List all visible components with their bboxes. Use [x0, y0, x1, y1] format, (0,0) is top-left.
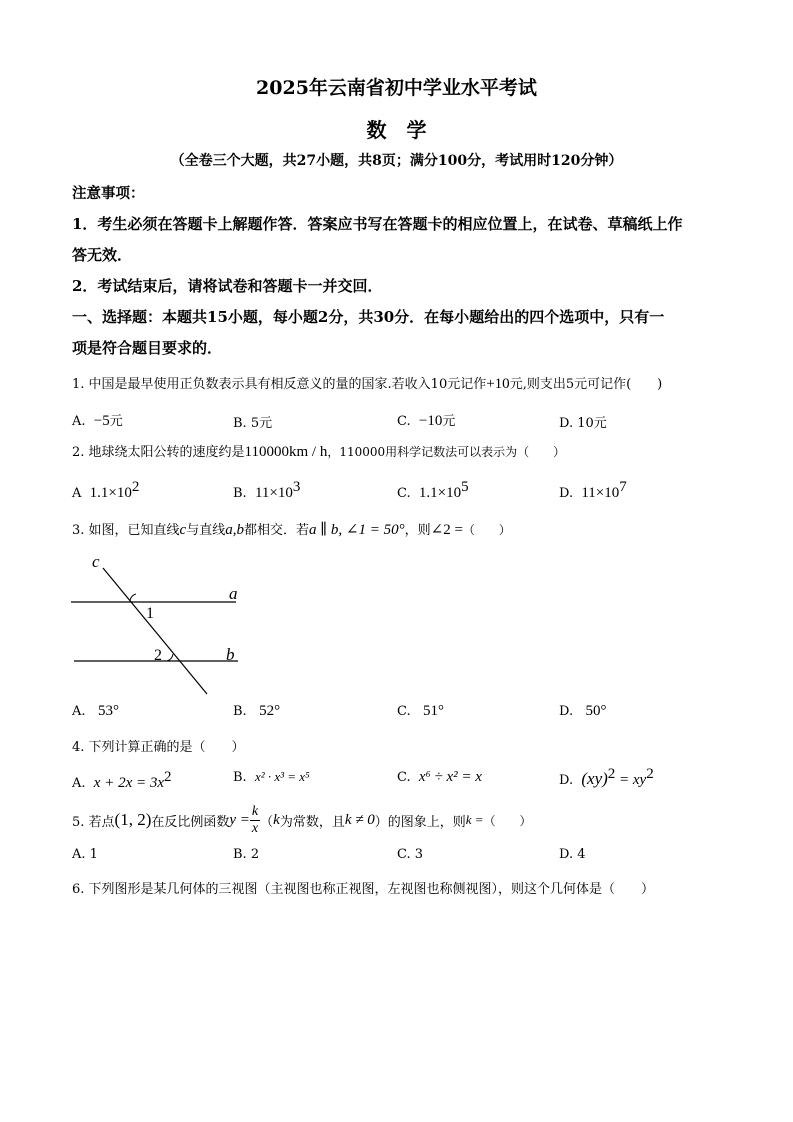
option-math: −5 [93, 413, 110, 429]
q5-point: (1, 2) [114, 810, 152, 829]
notes-item1-line1: 1．考生必须在答题卡上解题作答．答案应书写在答题卡的相应位置上，在试卷、草稿纸上作 [72, 215, 683, 233]
q4-option-b [233, 769, 310, 785]
angle-2-arc [167, 654, 173, 661]
question-3 [72, 519, 511, 539]
fraction-numerator: k [251, 803, 259, 819]
q5-fraction [250, 804, 260, 837]
q5-text-c: （ [260, 814, 274, 830]
notes-item1-line2: 答无效． [72, 246, 133, 264]
question-5 [72, 800, 532, 840]
option-label: D. [559, 773, 574, 788]
q3-condition: a ∥ b, ∠1 = 50° [309, 522, 405, 538]
subject-title: 数 学 [366, 118, 427, 142]
option-exponent: 5 [461, 479, 469, 495]
fraction-denominator: x [251, 820, 259, 836]
question-6: 6. 下列图形是某几何体的三视图（主视图也称正视图，左视图也称侧视图），则这个几何体是（ ） [72, 882, 655, 897]
q5-function-lhs: y = [229, 811, 250, 828]
notes-heading: 注意事项： [72, 185, 145, 202]
notes-item2: 2．考试结束后，请将试卷和答题卡一并交回． [72, 277, 383, 295]
q5-text-d: 为常数，且 [279, 814, 345, 830]
q3-text-c: 都相交．若 [243, 523, 309, 538]
q3-text-b: 与直线 [186, 523, 226, 538]
option-label: C. [397, 770, 411, 785]
q3-option-d [559, 703, 607, 720]
q3-line-c: c [179, 522, 187, 538]
q5-text-b: 在反比例函数 [151, 814, 230, 830]
q3-text-d: ，则 [404, 523, 431, 538]
option-exponent: 7 [619, 479, 627, 495]
option-value: 52° [259, 703, 281, 719]
q1-option-b: B. 5元 [233, 416, 273, 431]
q1-math: +10 [486, 376, 510, 392]
option-label: B. [233, 704, 247, 719]
q3-figure [66, 550, 256, 700]
line-c [103, 568, 207, 694]
label-angle-2: 2 [154, 647, 162, 664]
option-math: 1.1×10 [89, 485, 132, 501]
section1-line1: 一、选择题：本题共15小题，每小题2分，共30分．在每小题给出的四个选项中，只有一 [72, 308, 665, 326]
q2-text-b: ，110000用科学记数法可以表示为（ ） [327, 445, 566, 459]
option-label: A. [72, 704, 86, 719]
q1-text-b: 元,则支出5元可记作( ) [509, 377, 663, 392]
option-exponent: 2 [607, 766, 616, 782]
q3-option-b [233, 703, 280, 720]
q5-text-e: ）的图象上，则 [374, 814, 466, 830]
q2-math: 110000km / h [244, 444, 328, 460]
option-expression: x² · x³ = x⁵ [254, 769, 310, 784]
exam-info: （全卷三个大题，共27小题，共8页；满分100分，考试用时120分钟） [170, 153, 623, 169]
option-math: −10 [418, 413, 443, 429]
option-label: A [72, 486, 82, 501]
section1-line2: 项是符合题目要求的． [72, 339, 223, 357]
label-c: c [92, 552, 100, 571]
option-value: 53° [97, 703, 119, 719]
q5-option-b: B. 2 [233, 847, 260, 862]
q4-option-a [72, 769, 172, 792]
label-angle-1: 1 [146, 605, 154, 622]
option-unit: 元 [109, 414, 123, 429]
q1-option-d: D. 10元 [559, 416, 607, 431]
option-expression: x + 2x = 3x [93, 775, 165, 791]
q1-option-c [397, 410, 455, 430]
angle-1-arc [130, 594, 136, 602]
option-exponent: 3 [292, 479, 301, 495]
option-value: 50° [585, 703, 607, 719]
option-label: C. [397, 704, 411, 719]
q3-text-e: （ ） [462, 523, 511, 537]
option-label: B. [233, 486, 247, 501]
option-label: C. [397, 414, 411, 429]
option-exponent: 2 [131, 479, 140, 495]
q3-option-c [397, 703, 444, 720]
option-label: D. [559, 704, 574, 719]
q4-option-c [397, 769, 482, 786]
q2-option-b [233, 479, 300, 502]
option-unit: 元 [442, 414, 456, 429]
q4-option-d [559, 766, 654, 789]
q2-option-c [397, 479, 469, 502]
q5-option-a: A. 1 [72, 847, 98, 862]
q5-option-c: C. 3 [397, 847, 424, 862]
q5-ask: k = [465, 812, 484, 827]
q1-text-a: 1. 中国是最早使用正负数表示具有相反意义的量的国家.若收入10元记作 [72, 377, 487, 392]
q1-option-a [72, 410, 123, 430]
q3-ask: ∠2 = [430, 522, 463, 538]
option-label: B. [233, 770, 247, 785]
option-math: 11×10 [581, 485, 620, 501]
option-expression: = xy [615, 772, 647, 788]
option-math: 1.1×10 [418, 485, 462, 501]
option-exponent: 2 [646, 766, 654, 782]
q5-condition: k ≠ 0 [344, 811, 375, 828]
q5-text-f: （ ） [483, 813, 532, 828]
q2-option-a [72, 479, 139, 502]
option-label: C. [397, 486, 411, 501]
q2-text-a: 2. 地球绕太阳公转的速度约是 [72, 445, 245, 460]
q5-k: k [273, 811, 280, 828]
label-a: a [229, 584, 238, 603]
option-label: A. [72, 414, 86, 429]
exam-title: 2025年云南省初中学业水平考试 [256, 77, 537, 99]
q5-text-a: 5. 若点 [72, 814, 115, 830]
label-b: b [226, 645, 235, 664]
q2-option-d [559, 479, 627, 502]
question-2 [72, 441, 565, 461]
option-expression: x⁶ ÷ x² = x [418, 769, 482, 785]
q3-text-a: 3. 如图，已知直线 [72, 523, 180, 538]
option-exponent: 2 [164, 769, 172, 785]
q3-lines-ab: a,b [225, 522, 244, 538]
q5-option-d: D. 4 [559, 847, 586, 862]
option-value: 51° [423, 703, 445, 719]
option-label: A. [72, 776, 86, 791]
option-math: 11×10 [254, 485, 293, 501]
question-4: 4. 下列计算正确的是（ ） [72, 740, 245, 755]
question-1 [72, 373, 662, 393]
option-expression: (xy) [581, 769, 608, 788]
option-label: D. [559, 486, 574, 501]
q3-option-a [72, 703, 119, 720]
